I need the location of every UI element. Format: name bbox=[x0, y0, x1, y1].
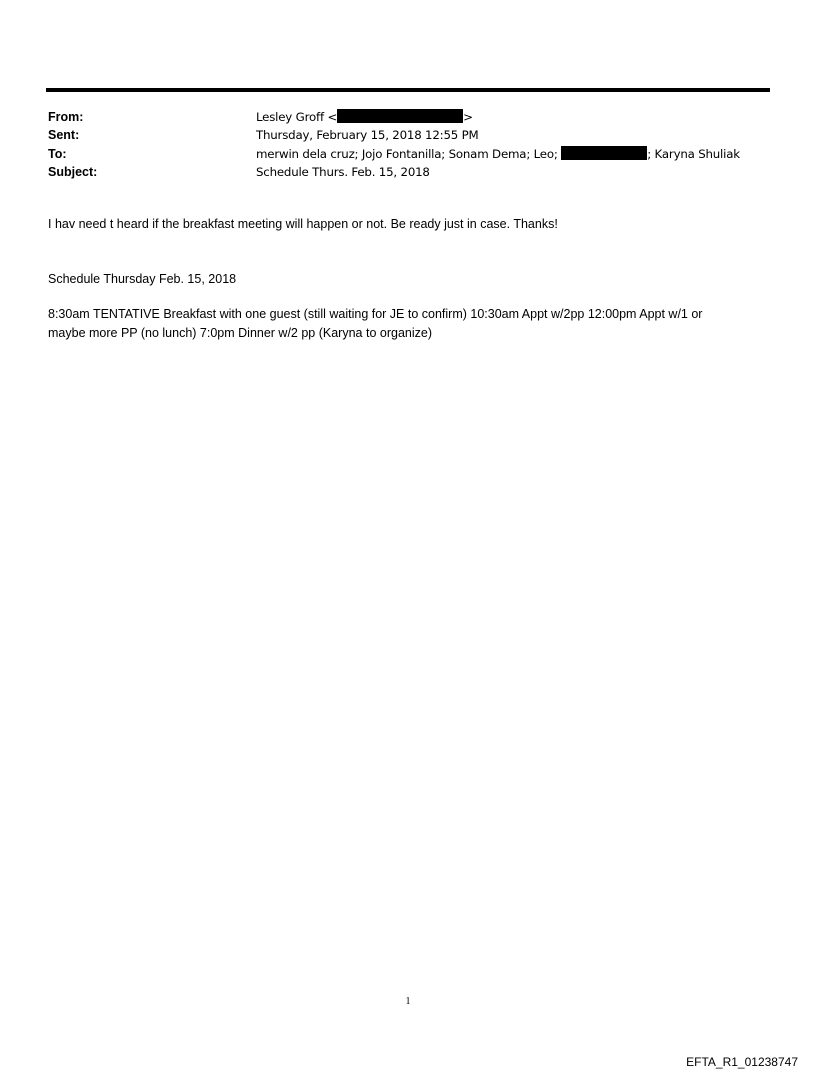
body-paragraph-2: Schedule Thursday Feb. 15, 2018 bbox=[48, 272, 237, 286]
schedule-line-2: maybe more PP (no lunch) 7:0pm Dinner w/2 pp (Karyna to organize) bbox=[48, 325, 432, 340]
document-id: EFTA_R1_01238747 bbox=[686, 1055, 798, 1069]
sent-label: Sent: bbox=[48, 128, 80, 143]
subject-label: Subject: bbox=[48, 164, 98, 179]
from-label: From: bbox=[48, 110, 84, 124]
from-row bbox=[48, 108, 770, 126]
email-header bbox=[48, 108, 770, 181]
redacted-recipient-block bbox=[561, 146, 647, 160]
subject-value: Schedule Thurs. Feb. 15, 2018 bbox=[256, 164, 430, 179]
to-row bbox=[48, 145, 770, 163]
body-paragraph-3 bbox=[48, 305, 770, 342]
page-number: 1 bbox=[405, 996, 411, 1007]
to-label: To: bbox=[48, 146, 67, 161]
to-recipients-part1: merwin dela cruz; Jojo Fontanilla; Sonam Dema; Leo; bbox=[256, 146, 558, 161]
sent-value: Thursday, February 15, 2018 12:55 PM bbox=[256, 128, 479, 143]
subject-row bbox=[48, 163, 770, 181]
sent-row bbox=[48, 126, 770, 144]
from-name: Lesley Groff < bbox=[256, 110, 338, 124]
to-value bbox=[256, 145, 740, 163]
body-paragraph-1: I hav need t heard if the breakfast meeting will happen or not. Be ready just in case. Thanks! bbox=[48, 217, 558, 231]
redacted-email-block bbox=[337, 109, 463, 123]
to-recipients-part2: ; Karyna Shuliak bbox=[647, 146, 740, 161]
from-suffix: > bbox=[463, 110, 473, 124]
from-value bbox=[256, 108, 473, 126]
header-rule bbox=[46, 88, 770, 92]
schedule-line-1: 8:30am TENTATIVE Breakfast with one guest (still waiting for JE to confirm) 10:30am Appt w/2pp 12:00pm Appt w/1 or bbox=[48, 307, 703, 321]
